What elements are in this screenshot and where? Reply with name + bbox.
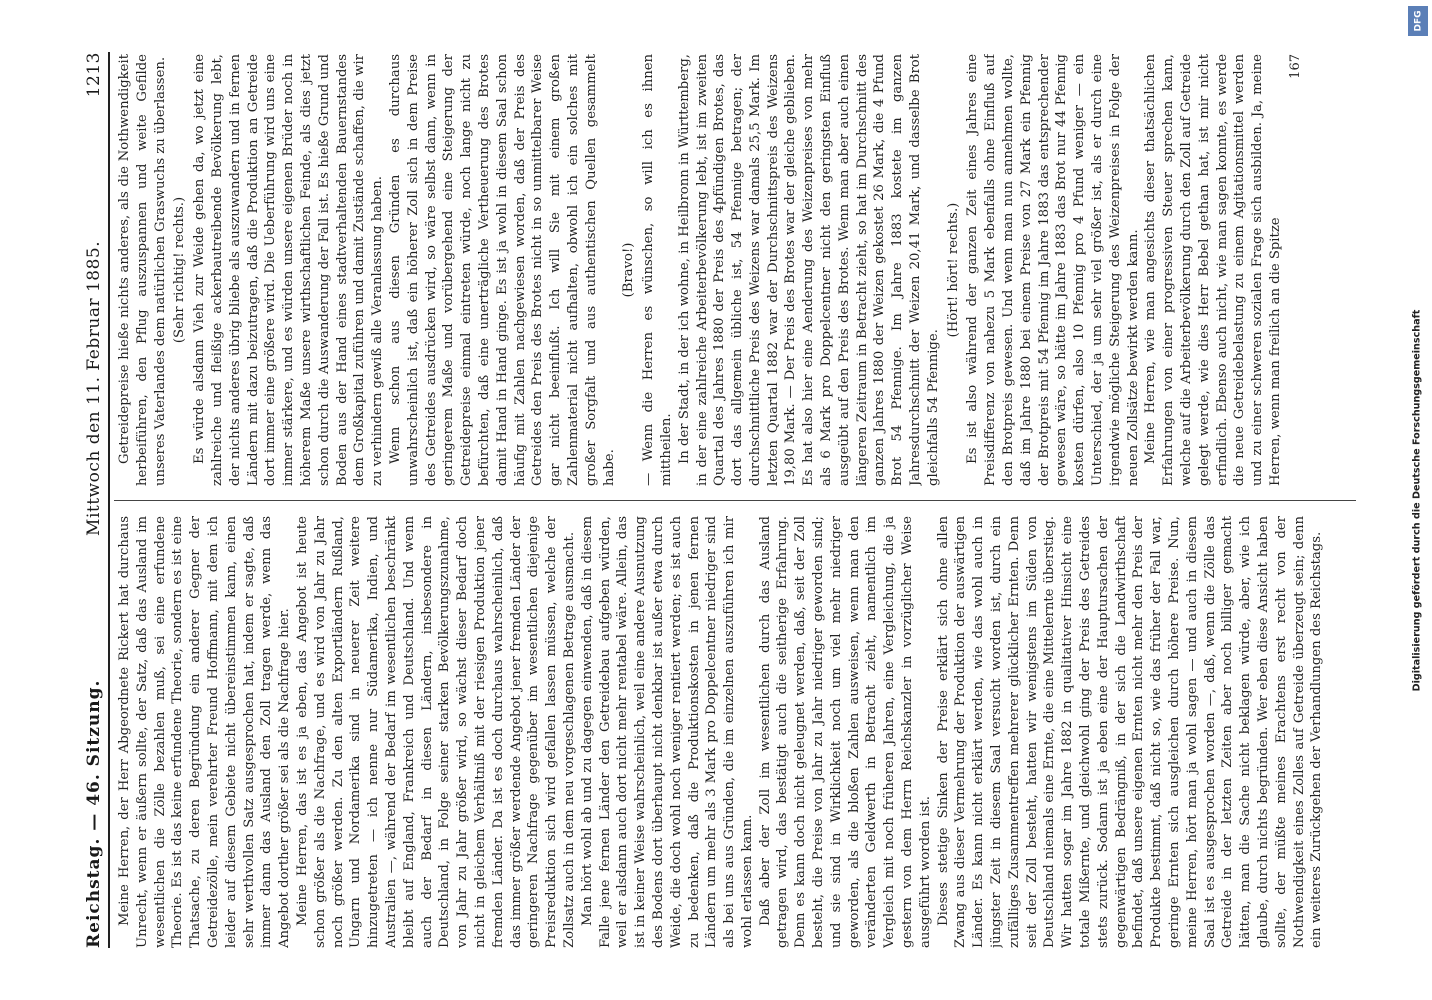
header-rule bbox=[108, 52, 110, 948]
paragraph: In der Stadt, in der ich wohne, in Heilbronn in Württemberg, in der eine zahlreiche Arbeiterbevölkerung lebt, ist im zweiten Quartal des Jahres 1880 der Preis des 4pfündigen Brotes, das dort das allgemein übliche ist, 54 Pfennige betragen; der durchschnittliche Preis des Weizens war damals 25,5 Mark. Im letzten Quartal 1882 war der Durchschnittspreis des Weizens 19,80 Mark. — Der Preis des Brotes war der gleiche geblieben. Es hat also hier eine Aenderung des Weizenpreises von mehr als 6 Mark pro Doppelcentner nicht den geringsten Einfluß ausgeübt auf den Preis des Brotes. Wenn man aber auch einen längeren Zeitraum in Betracht zieht, so hat im Durchschnitt des ganzen Jahres 1880 der Weizen gekostet 26 Mark, die 4 Pfund Brot 54 Pfennige. Im Jahre 1883 kostete im ganzen Jahresdurchschnitt der Weizen 20,41 Mark, und dasselbe Brot gleichfalls 54 Pfennige. bbox=[676, 54, 941, 486]
interjection: (Hört! hört! rechts.) bbox=[945, 202, 961, 338]
digitization-note bbox=[1404, 0, 1430, 1000]
paragraph: Meine Herren, wie man angesichts dieser thatsächlichen Erfahrungen von einer progressiven Steuer sprechen kann, welche auf die Arbeiterbevölkerung durch den Zoll auf Getreide gelegt werde, wie dies Herr Bebel gethan hat, ist mir nicht erfindlich. Ebenso auch nicht, wie man sagen konnte, es werde die neue Getreidebelastung zu einem Agitationsmittel werden und zu einer schweren sozialen Frage sich ausbilden. Ja, meine Herren, wenn man freilich an die Spitze bbox=[1143, 54, 1283, 486]
paragraph: Meine Herren, das ist es ja eben, das Angebot ist heute schon größer als die Nachfrage, und es wird von Jahr zu Jahr noch größer werden. Zu den alten Exportländern Rußland, Ungarn und Nordamerika sind in neuerer Zeit weitere hinzugetreten — ich nenne nur Südamerika, Indien, und Australien —, während der Bedarf im wesentlichen beschränkt bleibt auf England, Frankreich und Deutschland. Und wenn auch der Bedarf in diesen Ländern, insbesondere in Deutschland, in Folge seiner starken Bevölkerungszunahme, von Jahr zu Jahr größer wird, so wächst dieser Bedarf doch nicht in gleichem Verhältniß mit der riesigen Produktion jener fremden Länder. Da ist es doch durchaus wahrscheinlich, daß das immer größer werdende Angebot jener fremden Länder der geringeren Nachfrage gegenüber im wesentlichen diejenige Preisreduktion sich wird gefallen lassen müssen, welche der Zollsatz auch in dem neu vorgeschlagenen Betrage ausmacht. bbox=[294, 516, 577, 948]
paragraph: Es ist also während der ganzen Zeit eines Jahres eine Preisdifferenz von nahezu 5 Mark ebenfalls ohne Einfluß auf den Brotpreis gewesen. Und wenn man nun annehmen wollte, daß im Jahre 1880 bei einem Preise von 27 Mark ein Pfennig der Brotpreis mit 54 Pfennig im Jahre 1883 das entsprechender gewesen wäre, so hätte im Jahre 1883 das Brot nur 44 Pfennig kosten dürfen, also 10 Pfennig pro 4 Pfund weniger — ein Unterschied, der ja um sehr viel größer ist, als er durch eine irgendwie mögliche Steigerung des Weizenpreises in Folge der neuen Zollsätze bewirkt werden kann. bbox=[965, 54, 1141, 486]
dfg-logo: DFG bbox=[1408, 6, 1428, 36]
paragraph: Meine Herren, der Herr Abgeordnete Rickert hat durchaus Unrecht, wenn er äußern sollte, der Satz, daß das Ausland im wesentlichen die Zölle bezahlen muß, sei eine erfundene Theorie. Es ist das keine erfundene Theorie, sondern es ist eine Thatsache, zu deren Begründung ein anderer Gegner der Getreidezölle, mein verehrter Freund Hoffmann, mit dem ich leider auf diesem Gebiete nicht übereinstimmen kann, einen sehr werthvollen Satz ausgesprochen hat, indem er sagte, daß immer dann das Ausland den Zoll tragen werde, wenn das Angebot dorther größer sei als die Nachfrage hier. bbox=[117, 516, 293, 948]
paragraph: — Wenn die Herren es wünschen, so will ich es ihnen mittheilen. bbox=[641, 54, 674, 486]
interjection: (Bravo!) bbox=[621, 242, 637, 298]
header-center: Mittwoch den 11. Februar 1885. bbox=[84, 240, 104, 536]
left-column bbox=[116, 516, 1356, 948]
digitization-note-text: Digitalisierung gefördert durch die Deutsche Forschungsgemeinschaft bbox=[1411, 309, 1423, 691]
paragraph: Dieses stetige Sinken der Preise erklärt sich ohne allen Zwang aus dieser Vermehrung der Produktion der auswärtigen Länder. Es kann nicht erklärt werden, wie das wohl auch in jüngster Zeit in diesem Saal versucht worden ist, durch ein zufälliges Zusammentreffen mehrerer glücklicher Ernten. Denn seit der Zoll besteht, hatten wir wenigstens im Süden von Deutschland niemals eine Ernte, die eine Mittelernte überstieg. Wir hatten sogar im Jahre 1882 in qualitativer Hinsicht eine totale Mißernte, und gleichwohl ging der Preis des Getreides stets zurück. Sodann ist ja eben eine der Hauptursachen der gegenwärtigen Bedrängniß, in der sich die Landwirthschaft befindet, daß unsere eigenen Ernten nicht mehr den Preis der Produkte bestimmt, daß nicht so, wie das früher der Fall war, geringe Ernten sich ausgleichen durch höhere Preise. Nun, meine Herren, hört man ja wohl sagen — und auch in diesem Saal ist es ausgesprochen worden —, daß, wenn die Zölle das Getreide in der letzten Zeiten aber noch billiger gemacht hätten, man die Sache nicht beklagen würde, aber, wie ich glaube, durch nichts begründen. Wer eben diese Ansicht haben sollte, der müßte meines Erachtens erst recht von der Nothwendigkeit eines Zolles auf Getreide überzeugt sein; denn ein weiteres Zurückgehen der Verhandlungen des Reichstags. bbox=[935, 516, 1325, 948]
column-divider bbox=[114, 500, 1356, 501]
page-header bbox=[74, 52, 104, 948]
right-column bbox=[116, 54, 1356, 486]
header-left: Reichstag. — 46. Sitzung. bbox=[84, 679, 104, 948]
paragraph: Man hört wohl ab und zu dagegen einwenden, daß in diesem Falle jene fernen Länder den Getreidebau aufgeben würden, weil er alsdann auch dort nicht mehr rentabel wäre. Allein, das ist in keiner Weise wahrscheinlich, weil eine andere Ausnutzung des Bodens dort überhaupt nicht denkbar ist außer etwa durch Weide, die doch wohl noch weniger rentiert werden; es ist auch zu bedenken, daß die Produktionskosten in jenen fernen Ländern um mehr als 3 Mark pro Doppelcentner niedriger sind als bei uns aus Gründen, die im einzelnen auszuführen ich mir wohl erlassen kann. bbox=[579, 516, 755, 948]
footer-page-number: 167 bbox=[1287, 54, 1303, 79]
interjection: (Sehr richtig! rechts.) bbox=[172, 196, 188, 344]
header-page-number: 1213 bbox=[84, 52, 104, 98]
paragraph: Es würde alsdann Vieh zur Weide gehen da, wo jetzt eine zahlreiche und fleißige ackerbautreibende Bevölkerung lebt, der nichts anderes übrig bliebe als auszuwandern und in fernen Ländern mit dazu beizutragen, daß die Produktion an Getreide dort immer eine größere wird. Die Ueberführung wird uns eine immer stärkere, und es würden unsere eigenen Brüder noch in höherem Maße unsere wirthschaftlichen Feinde, als dies jetzt schon durch die Auswanderung der Fall ist. Es hieße Grund und Boden aus der Hand eines stadtverhaltenden Bauernstandes dem Großkapital zuführen und damit Zustände schaffen, die wir zu verhindern gewiß alle Veranlassung haben. bbox=[192, 54, 386, 486]
rotated-document-page bbox=[56, 30, 1376, 970]
paragraph: Wenn schon aus diesen Gründen es durchaus unwahrscheinlich ist, daß ein höherer Zoll sich in dem Preise des Getreides ausdrücken wird, so wäre selbst dann, wenn in geringerem Maße und vorübergehend eine Steigerung der Getreidepreise einmal eintreten würde, noch lange nicht zu befürchten, daß eine unerträgliche Vertheuerung des Brotes damit Hand in Hand ginge. Es ist ja wohl in diesem Saal schon häufig mit Zahlen nachgewiesen worden, daß der Preis des Getreides den Preis des Brotes nicht in so unmittelbarer Weise gar nicht beeinflußt. Ich will Sie mit einem großen Zahlenmaterial nicht aufhalten, obwohl ich ein solches mit großer Sorgfalt und aus authentischen Quellen gesammelt habe. bbox=[387, 54, 617, 486]
paragraph: Daß aber der Zoll im wesentlichen durch das Ausland getragen wird, das bestätigt auch die seitherige Erfahrung. Denn es kann doch nicht geleugnet werden, daß, seit der Zoll besteht, die Preise von Jahr zu Jahr niedriger geworden sind; und sie sind in Wirklichkeit noch um viel mehr niedriger geworden, als die bloßen Zahlen ausweisen, wenn man den veränderten Geldwerth in Betracht zieht, namentlich im Vergleich mit noch früheren Jahren, eine Vergleichung, die ja gestern von dem Herrn Reichskanzler in vorzüglicher Weise ausgeführt worden ist. bbox=[757, 516, 933, 948]
paragraph: Getreidepreise hieße nichts anderes, als die Nothwendigkeit herbeiführen, den Pflug auszuspannen und weite Gefilde unseres Vaterlandes dem natürlichen Graswuchs zu überlassen. bbox=[117, 54, 168, 486]
